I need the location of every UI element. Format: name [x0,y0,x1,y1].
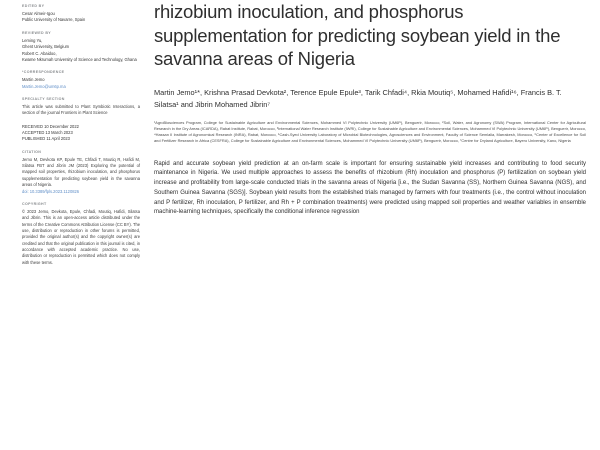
meta-head: EDITED BY [22,4,45,8]
author-list: Martin Jemo¹*, Krishna Prasad Devkota², Terence Epule Epule³, Tarik Chfadi⁴, Rkia Moutiq⁵, Mohamed Hafidi¹⁶, Francis B. T. Silatsa¹ and Jibrin Mohamed Jibrin⁷ [154,88,562,109]
received-date: RECEIVED 10 December 2022 [22,123,79,129]
correspondence-email-link[interactable]: Martin.Jemo@um6p.ma [22,83,66,89]
meta-block-specialty-section [22,97,140,117]
citation-text: Jemo M, Devkota KP, Epule TE, Chfadi T, Moutiq R, Hafidi M, Silatsa FBT and Jibrin JM (2023) Exploring the potential of mapped soil properties, rhizobium inoculation, and phosphorus supplementation for predicting soybean yield in the savanna areas of Nigeria. [22,156,140,188]
meta-line: Robert C. Abaidoo, [22,50,57,56]
abstract-paragraph: Rapid and accurate soybean yield prediction at an on-farm scale is important for ensuring sustainable yield increases and contributing to food security maintenance in Nigeria. We used multiple approaches to assess the benefits of rhizobium (Rh) inoculation and phosphorus (P) fertilization on soybean yield increase and profitability from large-scale conducted trials in the savanna areas of Nigeria [i.e., the Sudan Savanna (SS), Northern Guinea Savanna (NGS), and Southern Guinea Savanna (SGS)]. Soybean yield results from the established trials managed by farmers with four treatments (i.e., the control without inoculation and P fertilizer, Rh inoculation, P fertilizer, and Rh + P combination treatments) were predicted using mapped soil properties and weather variables in ensemble machine-learning techniques, specifically the conditional inference regression [154,160,586,216]
meta-line: Martin Jemo [22,77,45,83]
page-title: rhizobium inoculation, and phosphorus supplementation for predicting soybean yield in the savanna areas of Nigeria [154,1,561,70]
meta-block-dates [22,124,140,143]
meta-block-reviewed-by [22,31,140,63]
affiliations: ¹AgroBiosciences Program, College for Sustainable Agriculture and Environmental Sciences, Mohammed VI Polytechnic University (UM6P), Benguerir, Morocco, ²Soil, Water, and Agronomy (SWA) Program, International Center for Agricultural Research in the Dry Areas (ICARDA), Rabat Institute, Rabat, Morocco, ³International Water Research Institute (IWRI), College for Sustainable Agriculture and Environmental Sciences, Mohammed VI Polytechnic University (UM6P), Benguerir, Morocco, ⁴Hassan II Institute of Agronomical Research (INRA), Rabat, Morocco, ⁵Cash-Syed University Laboratory of Microbial Biotechnologies, Agrosciences and Environment, Faculty of Science Semlalia, Marrakesh, Morocco, ⁶Center of Excellence for Soil and Fertilizer Research in Africa (CESFRA), College for Sustainable Agriculture and Environmental Sciences, Mohammed VI Polytechnic University (UM6P), Benguerir, Morocco, ⁷Centre for Dryland Agriculture, Bayero University, Kano, Nigeria [154,119,586,143]
article-main [140,0,586,450]
meta-body: This article was submitted to Plant Symbiotic Interactions, a section of the journal Frontiers in Plant Science [22,104,140,116]
meta-line: Public University of Navarre, Spain [22,17,86,23]
meta-line: Leming Yu, [22,37,43,43]
meta-line: Cesar Almeir-Igou [22,11,55,17]
published-date: PUBLISHED 11 April 2023 [22,136,70,142]
meta-head: COPYRIGHT [22,201,47,206]
meta-block-correspondence [22,70,140,90]
meta-block-copyright [22,202,140,266]
meta-head: CITATION [22,149,42,154]
meta-head: *CORRESPONDENCE [22,70,65,75]
meta-line: Ghent University, Belgium [22,44,70,50]
meta-block-edited-by [22,4,140,24]
meta-head: REVIEWED BY [22,30,52,35]
copyright-text: © 2023 Jemo, Devkota, Epule, Chfadi, Moutiq, Hafidi, Silatsa and Jibrin. This is an open-access article distributed under the terms of the Creative Commons Attribution License (CC BY). The use, distribution or reproduction in other forums is permitted, provided the original author(s) and the copyright owner(s) are credited and that the original publication in this journal is cited, in accordance with accepted academic practice. No use, distribution or reproduction is permitted which does not comply with these terms. [22,208,141,265]
doi-link[interactable]: doi: 10.3389/fpls.2023.1120826 [22,188,80,194]
meta-head: SPECIALTY SECTION [22,96,65,101]
meta-block-citation [22,150,140,195]
meta-line: Kwame Nkrumah University of Science and Technology, Ghana [22,56,137,62]
abstract [154,160,586,218]
metadata-sidebar [22,0,140,450]
accepted-date: ACCEPTED 13 March 2023 [22,130,73,136]
